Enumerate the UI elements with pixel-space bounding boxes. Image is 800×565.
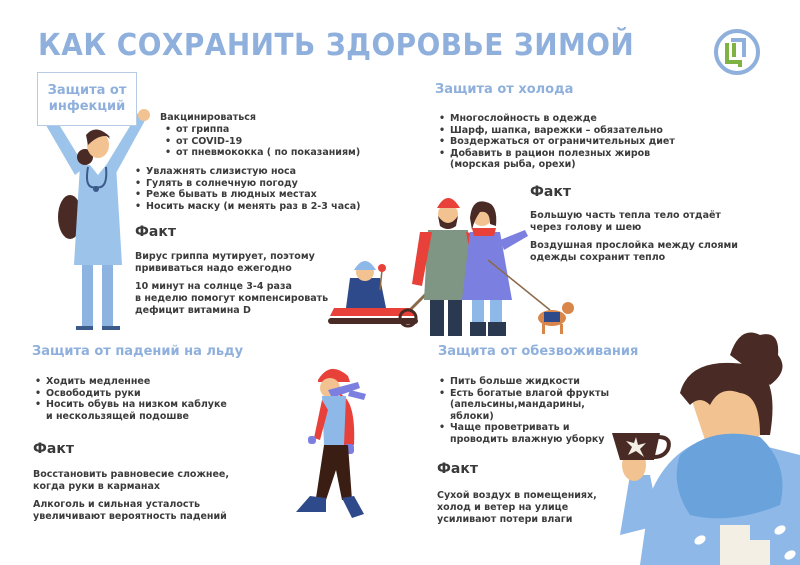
vaccinate-list bbox=[164, 124, 360, 159]
fact-heading: Факт bbox=[33, 441, 74, 457]
fact-text: увеличивают вероятность падений bbox=[33, 511, 227, 522]
fact-text: в неделю помогут компенсировать bbox=[135, 293, 329, 304]
list-item: • Есть богатые влагой фрукты bbox=[438, 388, 609, 400]
list-item: • Носить обувь на низком каблуке bbox=[34, 399, 227, 411]
section-title-ice: Защита от падений на льду bbox=[32, 344, 244, 359]
list-item: • Носить маску (и менять раз в 2-3 часа) bbox=[134, 201, 360, 213]
vaccinate-lead: Вакцинироваться bbox=[160, 112, 257, 123]
walker-illustration bbox=[290, 360, 380, 525]
tea-girl-illustration bbox=[610, 325, 800, 565]
fact-heading: Факт bbox=[530, 184, 571, 200]
fact-text: прививаться надо ежегодно bbox=[135, 263, 292, 274]
dehydration-facts bbox=[437, 490, 597, 532]
list-item-continued: яблоки) bbox=[450, 410, 494, 422]
cold-list bbox=[438, 113, 675, 171]
infection-facts bbox=[135, 251, 328, 323]
list-item: • Ходить медленнее bbox=[34, 376, 227, 388]
list-item: • Воздержаться от ограничительных диет bbox=[438, 136, 675, 148]
list-item: • от пневмококка ( по показаниям) bbox=[164, 147, 360, 159]
list-item: • Шарф, шапка, варежки – обязательно bbox=[438, 125, 675, 137]
ice-facts bbox=[33, 469, 229, 529]
fact-text: Большую часть тепла тело отдаёт bbox=[530, 210, 721, 221]
list-item: • от COVID-19 bbox=[164, 136, 360, 148]
ice-list bbox=[34, 376, 227, 422]
fact-text: холод и ветер на улице bbox=[437, 502, 569, 513]
section-title-dehydration: Защита от обезвоживания bbox=[438, 344, 639, 359]
fact-text: Алкоголь и сильная усталость bbox=[33, 499, 201, 510]
section-title-cold: Защита от холода bbox=[435, 82, 574, 97]
list-item: • Увлажнять слизистую носа bbox=[134, 166, 360, 178]
fact-text: дефицит витамина D bbox=[135, 305, 251, 316]
fact-text: Воздушная прослойка между слоями bbox=[530, 240, 738, 251]
fact-text: Вирус гриппа мутирует, поэтому bbox=[135, 251, 315, 262]
fact-heading: Факт bbox=[135, 224, 176, 240]
infection-sign bbox=[37, 72, 137, 126]
fact-heading: Факт bbox=[437, 461, 478, 477]
family-illustration bbox=[320, 190, 580, 340]
list-item: • Освободить руки bbox=[34, 388, 227, 400]
fact-text: 10 минут на солнце 3-4 раза bbox=[135, 281, 292, 292]
list-item: • Реже бывать в людных местах bbox=[134, 189, 360, 201]
fact-text: через голову и шею bbox=[530, 222, 642, 233]
list-item-continued: (морская рыба, орехи) bbox=[450, 159, 576, 170]
sign-line-2: инфекций bbox=[48, 99, 126, 114]
logo-icon bbox=[712, 27, 762, 77]
list-item: • Многослойность в одежде bbox=[438, 113, 675, 125]
page-title: КАК СОХРАНИТЬ ЗДОРОВЬЕ ЗИМОЙ bbox=[38, 28, 635, 63]
fact-text: когда руки в карманах bbox=[33, 481, 160, 492]
dehydration-list bbox=[438, 376, 609, 445]
list-item-continued: проводить влажную уборку bbox=[450, 433, 605, 445]
sign-line-1: Защита от bbox=[47, 83, 127, 98]
list-item: • Чаще проветривать и bbox=[438, 422, 609, 434]
fact-text: усиливают потери влаги bbox=[437, 514, 573, 525]
fact-text: одежды сохранит тепло bbox=[530, 252, 666, 263]
list-item: • Гулять в солнечную погоду bbox=[134, 178, 360, 190]
list-item-continued: и нескользящей подошве bbox=[46, 410, 189, 422]
list-item: • от гриппа bbox=[164, 124, 360, 136]
fact-text: Сухой воздух в помещениях, bbox=[437, 490, 597, 501]
list-item: • Пить больше жидкости bbox=[438, 376, 609, 388]
list-item-continued: (апельсины,мандарины, bbox=[450, 399, 585, 410]
fact-text: Восстановить равновесие сложнее, bbox=[33, 469, 229, 480]
list-item: • Добавить в рацион полезных жиров bbox=[438, 148, 675, 160]
